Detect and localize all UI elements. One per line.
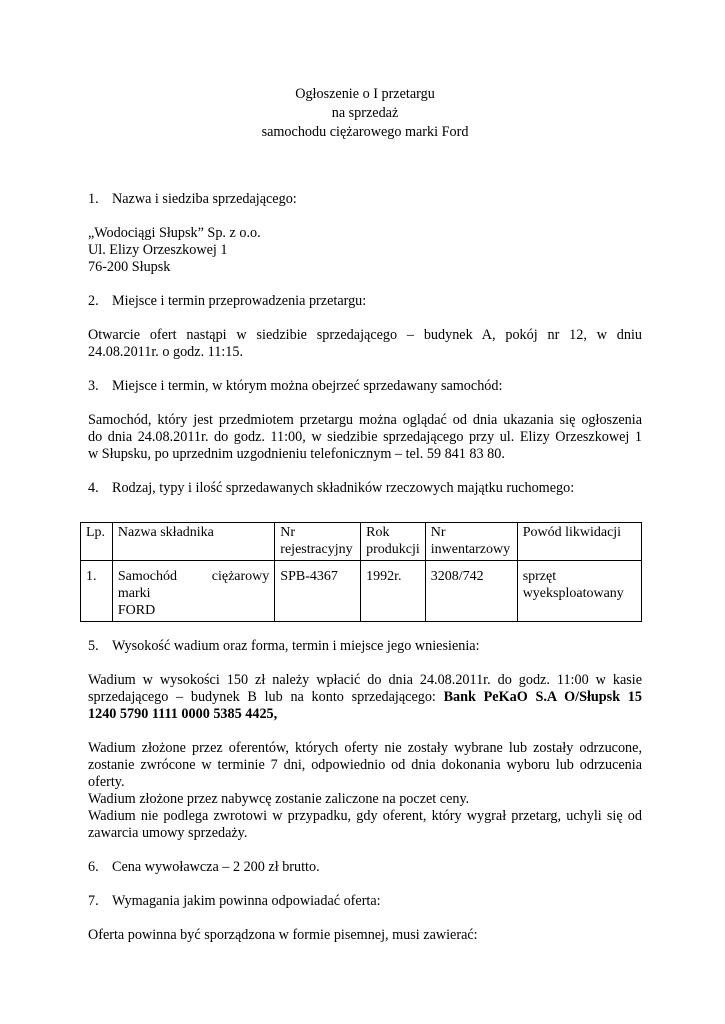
section-7-heading (88, 893, 642, 910)
title-line-1: Ogłoszenie o I przetargu (295, 86, 435, 102)
section-2-title: Miejsce i termin przeprowadzenia przetargu: (112, 293, 367, 309)
cell-name-line-2: FORD (117, 603, 156, 618)
section-5-p1-line-2 (88, 689, 642, 706)
document-title (88, 85, 642, 142)
section-5-p2-line-1: Wadium złożone przez oferentów, których oferty nie zostały wybrane lub zostały odrzucone, (88, 740, 642, 756)
section-6-number: 6. (88, 859, 99, 875)
bank-name: Bank PeKaO S.A O/Słupsk 15 (443, 689, 642, 705)
cell-reason-line-2: wyeksploatowany (522, 586, 624, 601)
section-7-number: 7. (88, 893, 99, 909)
section-2-number: 2. (88, 293, 99, 309)
table-row (81, 561, 642, 622)
section-5-p1-line-1: Wadium w wysokości 150 zł należy wpłacić do dnia 24.08.2011r. do godz. 11:00 w kasie (88, 672, 642, 688)
cell-lp: 1. (81, 561, 113, 622)
cell-year: 1992r. (361, 561, 426, 622)
seller-city: 76-200 Słupsk (88, 259, 171, 275)
seller-address (88, 225, 642, 276)
section-4-number: 4. (88, 480, 99, 496)
section-3-line-1: Samochód, który jest przedmiotem przetargu można oglądać od dnia ukazania się ogłoszenia (88, 412, 642, 428)
cell-reason-line-1: sprzęt (522, 569, 557, 584)
section-5-p4-line-2: zawarcia umowy sprzedaży. (88, 825, 248, 841)
header-lp: Lp. (81, 523, 113, 561)
section-5-p2-line-3: oferty. (88, 774, 125, 790)
section-1-number: 1. (88, 191, 99, 207)
section-3-title: Miejsce i termin, w którym można obejrzeć sprzedawany samochód: (112, 378, 503, 394)
cell-name-line-1: Samochód ciężarowy marki (117, 569, 270, 601)
section-5-heading (88, 638, 642, 655)
section-1-heading (88, 191, 642, 208)
section-2-text (88, 327, 642, 361)
title-line-3: samochodu ciężarowego marki Ford (261, 124, 469, 140)
cell-reason (517, 561, 641, 622)
section-2-line-2: 24.08.2011r. o godz. 11:15. (88, 344, 244, 360)
section-5-p4-line-1: Wadium nie podlega zwrotowi w przypadku, gdy oferent, który wygrał przetarg, uchyli się od (88, 808, 642, 824)
section-2-line-1: Otwarcie ofert nastąpi w siedzibie sprzedającego – budynek A, pokój nr 12, w dniu (88, 327, 642, 343)
title-line-2: na sprzedaż (331, 105, 399, 121)
seller-street: Ul. Elizy Orzeszkowej 1 (88, 242, 228, 258)
section-3-heading (88, 378, 642, 395)
header-inventory-line-2: inwentarzowy (430, 542, 511, 557)
cell-registration: SPB-4367 (275, 561, 361, 622)
header-registration-line-1: Nr (280, 525, 296, 540)
assets-table (80, 522, 642, 622)
section-5-paragraph-2 (88, 740, 642, 842)
section-1-title: Nazwa i siedziba sprzedającego: (112, 191, 297, 207)
header-registration-line-2: rejestracyjny (280, 542, 353, 557)
section-6-title: Cena wywoławcza – 2 200 zł brutto. (112, 859, 320, 875)
header-reason: Powód likwidacji (517, 523, 641, 561)
cell-name (112, 561, 274, 622)
section-2-heading (88, 293, 642, 310)
section-3-number: 3. (88, 378, 99, 394)
bank-account-number: 1240 5790 1111 0000 5385 4425, (88, 706, 278, 722)
header-inventory-line-1: Nr (430, 525, 446, 540)
section-7-text: Oferta powinna być sporządzona w formie pisemnej, musi zawierać: (88, 927, 478, 943)
section-5-p1-line-2-text: sprzedającego – budynek B lub na konto sprzedającego: (88, 689, 444, 705)
section-3-text (88, 412, 642, 463)
header-name: Nazwa składnika (112, 523, 274, 561)
section-3-line-2: do dnia 24.08.2011r. do godz. 11:00, w siedzibie sprzedającego przy ul. Elizy Orzeszkowej 1 (88, 429, 642, 445)
section-4-title: Rodzaj, typy i ilość sprzedawanych składników rzeczowych majątku ruchomego: (112, 480, 575, 496)
header-year-line-1: Rok (366, 525, 390, 540)
section-7-title: Wymagania jakim powinna odpowiadać oferta: (112, 893, 381, 909)
section-5-number: 5. (88, 638, 99, 654)
section-5-p2-line-2: zostanie zwrócone w terminie 7 dni, odpowiednio od dnia dokonania wyboru lub odrzucenia (88, 757, 642, 773)
section-5-title: Wysokość wadium oraz forma, termin i miejsce jego wniesienia: (112, 638, 480, 654)
section-5-paragraph-1 (88, 672, 642, 723)
section-4-heading (88, 480, 642, 497)
header-registration (275, 523, 361, 561)
section-6-heading (88, 859, 642, 876)
seller-name: „Wodociągi Słupsk” Sp. z o.o. (88, 225, 261, 241)
table-header-row (81, 523, 642, 561)
header-year-line-2: produkcji (366, 542, 420, 557)
cell-inventory: 3208/742 (425, 561, 517, 622)
header-year (361, 523, 426, 561)
header-inventory (425, 523, 517, 561)
section-3-line-3: w Słupsku, po uprzednim uzgodnieniu telefonicznym – tel. 59 841 83 80. (88, 446, 505, 462)
section-5-p3: Wadium złożone przez nabywcę zostanie zaliczone na poczet ceny. (88, 791, 470, 807)
document-page (88, 85, 642, 944)
